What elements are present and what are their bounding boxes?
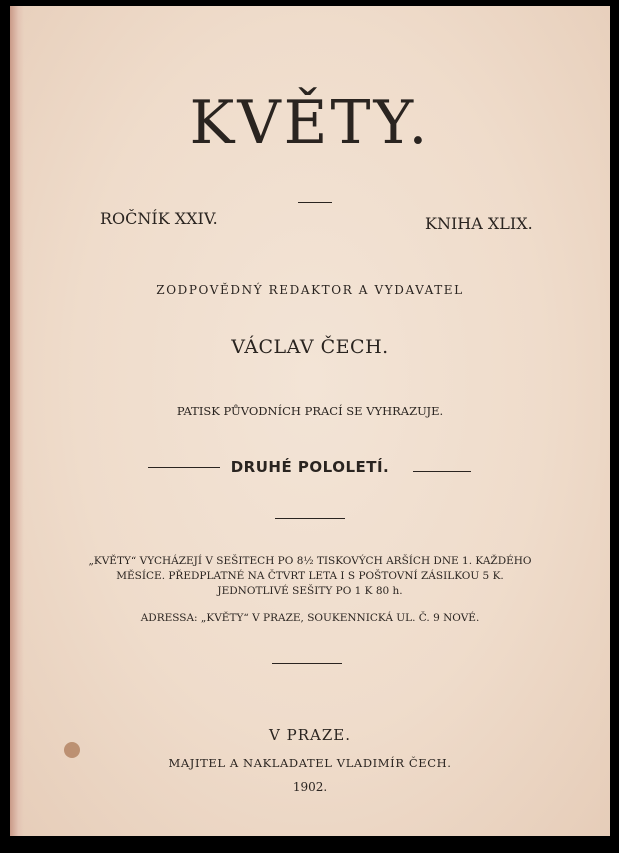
divider-rule [275,518,345,519]
subscription-notice: „KVĚTY“ VYCHÁZEJÍ V SEŠITECH PO 8½ TISKOVÝCH ARŠÍCH DNE 1. KAŽDÉHO MĚSÍCE. PŘEDPLATNÉ NA ČTVRT LETA I S POŠTOVNÍ ZÁSILKOU 5 K. JEDNOTLIVÉ SEŠITY PO 1 K 80 h. [88,555,532,597]
book-label: KNIHA XLIX. [425,214,533,233]
editor-role: ZODPOVĚDNÝ REDAKTOR A VYDAVATEL [156,283,464,297]
title-page [10,6,610,836]
imprint-city: V PRAZE. [269,726,351,744]
volume-label: ROČNÍK XXIV. [100,209,218,228]
magazine-title: KVĚTY. [189,88,431,158]
publisher-line: MAJITEL A NAKLADATEL VLADIMÍR ČECH. [168,756,452,770]
divider-rule-right [413,471,471,472]
divider-rule [298,202,332,203]
divider-rule [272,663,342,664]
editor-name: VÁCLAV ČECH. [231,336,389,358]
address-line: ADRESSA: „KVĚTY“ V PRAZE, SOUKENNICKÁ UL. Č. 9 NOVÉ. [140,612,480,624]
publication-year: 1902. [292,780,328,794]
reprint-notice: PATISK PŮVODNÍCH PRACÍ SE VYHRAZUJE. [176,404,444,418]
half-year-heading: DRUHÉ POLOLETÍ. [230,458,390,476]
